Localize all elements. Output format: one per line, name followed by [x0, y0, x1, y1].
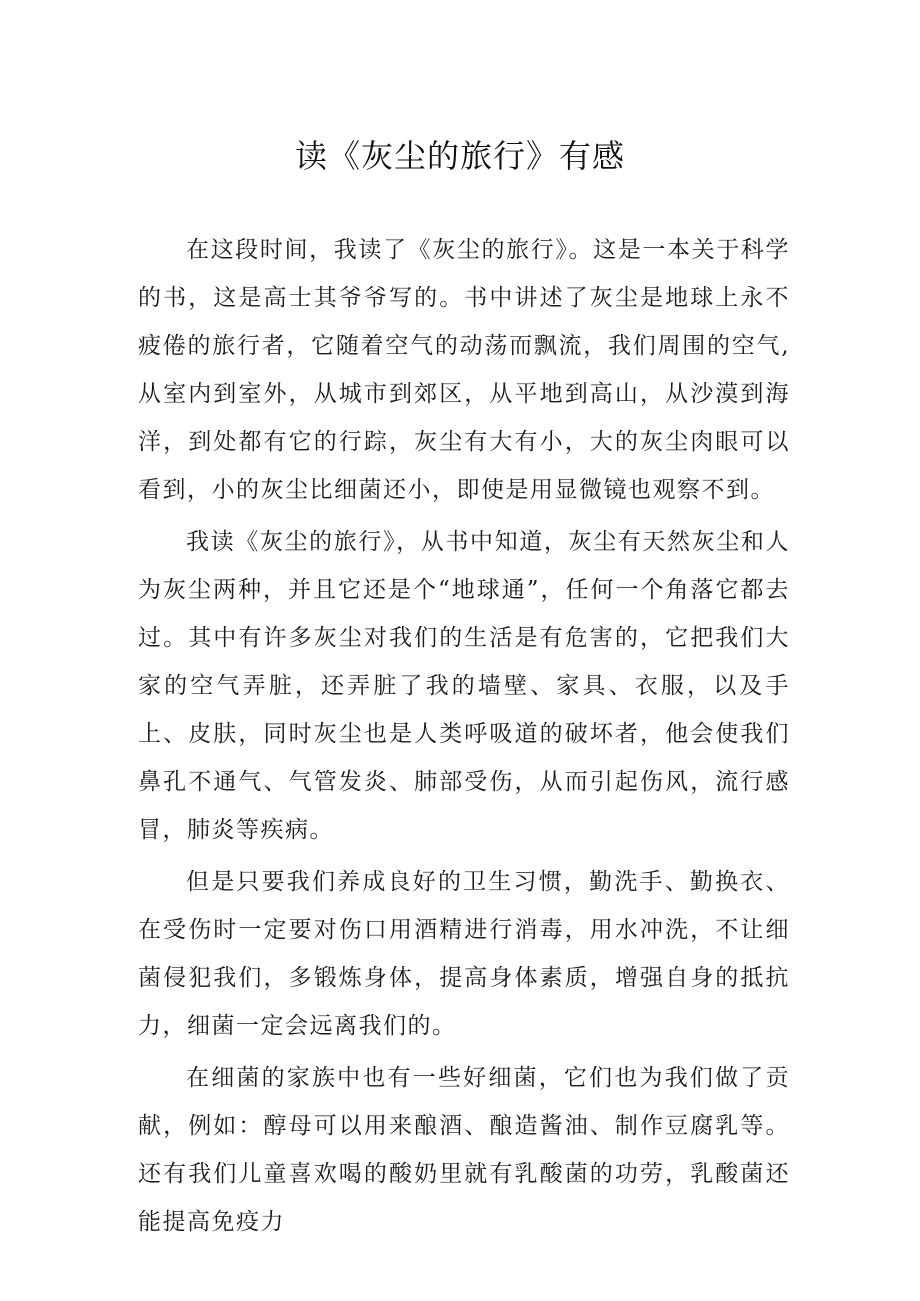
paragraph-3: 但是只要我们养成良好的卫生习惯，勤洗手、勤换衣、在受伤时一定要对伤口用酒精进行消毒，用水冲洗，不让细菌侵犯我们，多锻炼身体，提高身体素质，增强自身的抵抗力，细菌一定会远离我们的。	[138, 869, 790, 1039]
paragraph-4: 在细菌的家族中也有一些好细菌，它们也为我们做了贡献，例如：醇母可以用来酿酒、酿造酱油、制作豆腐乳等。还有我们儿童喜欢喝的酸奶里就有乳酸菌的功劳，乳酸菌还能提高免疫力	[138, 1065, 790, 1235]
document-body	[138, 226, 790, 1250]
paragraph-2: 我读《灰尘的旅行》，从书中知道，灰尘有天然灰尘和人为灰尘两种，并且它还是个“地球通”，任何一个角落它都去过。其中有许多灰尘对我们的生活是有危害的，它把我们大家的空气弄脏，还弄脏了我的墙壁、家具、衣服，以及手上、皮肤，同时灰尘也是人类呼吸道的破坏者，他会使我们鼻孔不通气、气管发炎、肺部受伤，从而引起伤风，流行感冒，肺炎等疾病。	[138, 529, 790, 843]
document-title: 读《灰尘的旅行》有感	[294, 137, 625, 175]
paragraph-1: 在这段时间，我读了《灰尘的旅行》。这是一本关于科学的书，这是高士其爷爷写的。书中讲述了灰尘是地球上永不疲倦的旅行者，它随着空气的动荡而飘流，我们周围的空气,从室内到室外，从城市到郊区，从平地到高山，从沙漠到海洋，到处都有它的行踪，灰尘有大有小，大的灰尘肉眼可以看到，小的灰尘比细菌还小，即使是用显微镜也观察不到。	[138, 237, 790, 503]
